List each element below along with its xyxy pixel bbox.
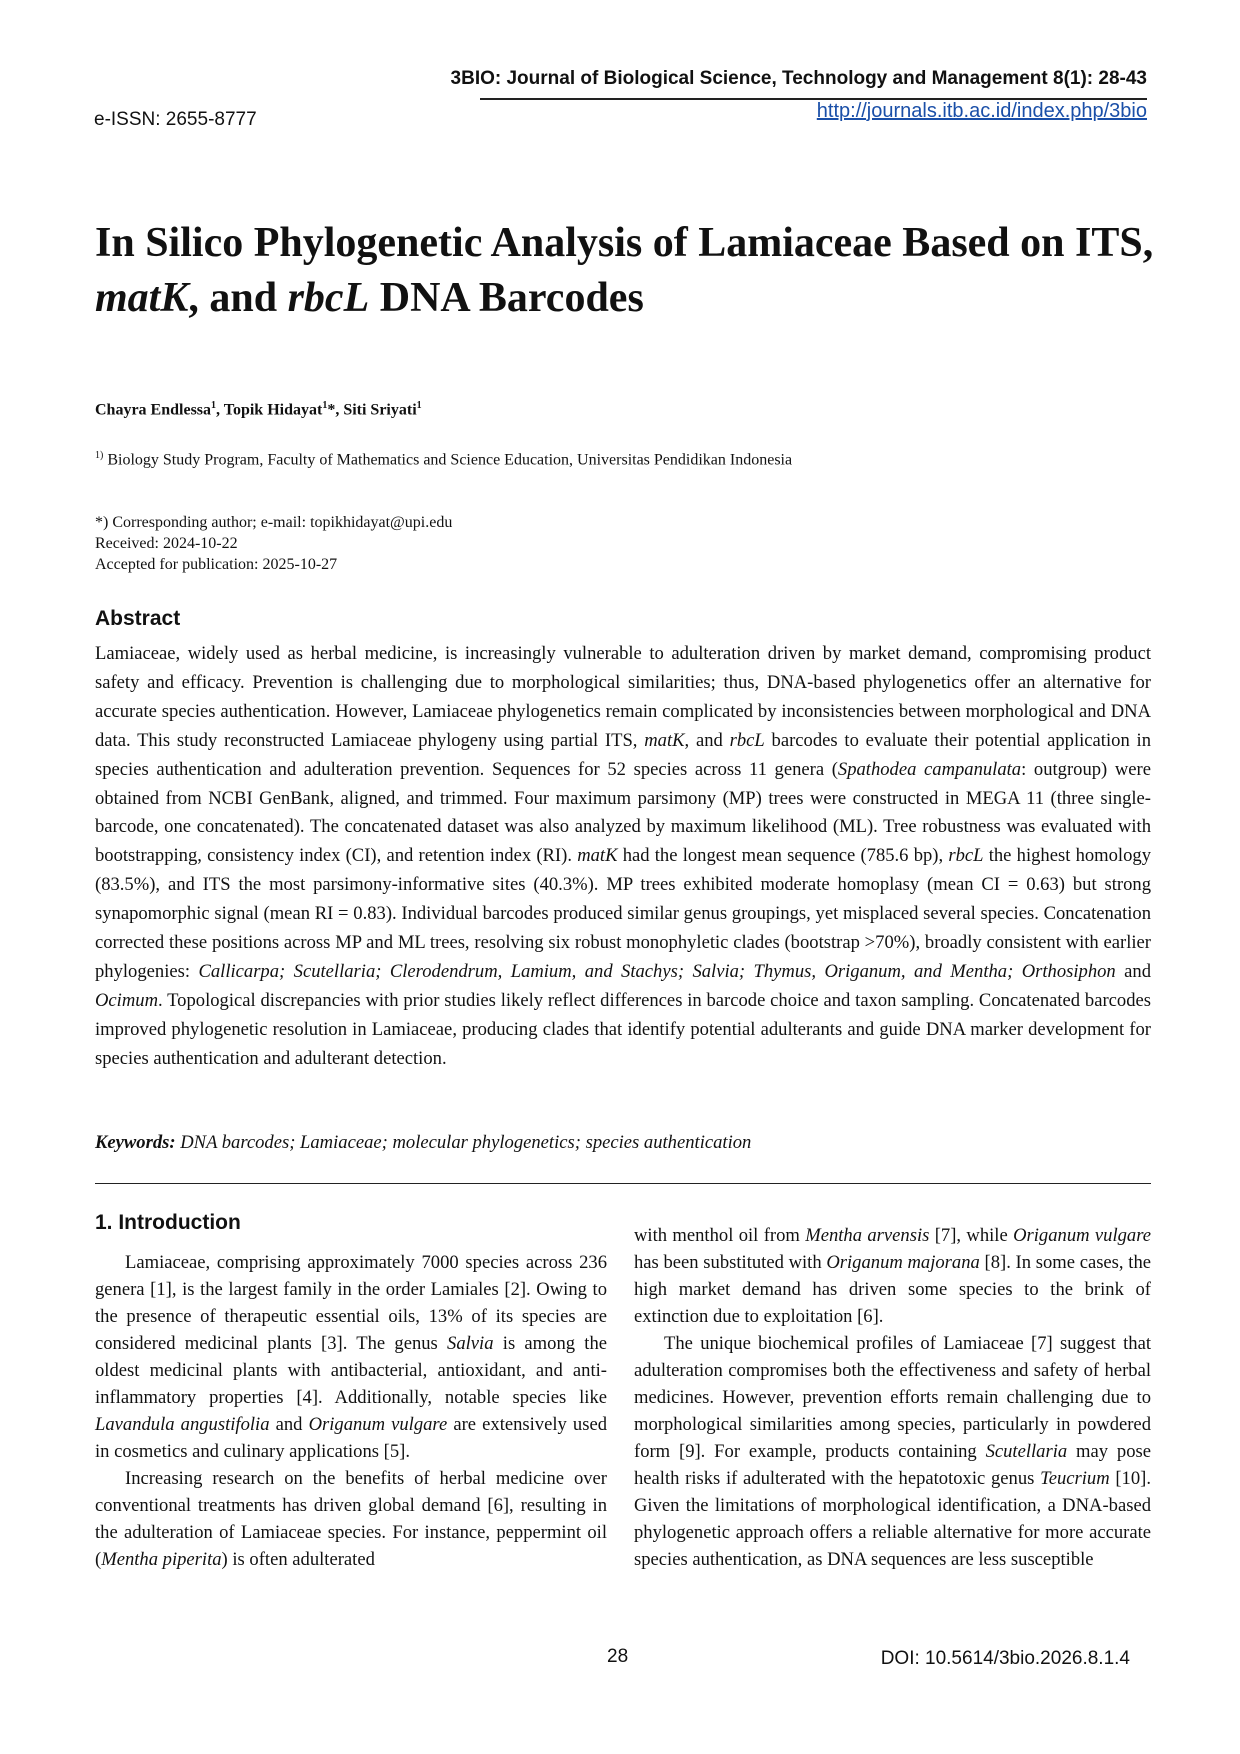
author-name: Siti Sriyati [343, 401, 417, 419]
keywords [95, 1130, 1151, 1156]
body-paragraph [95, 1249, 607, 1465]
text-run: the highest homology (83.5%), and ITS the most parsimony-informative sites (40.3%). MP trees exhibited moderate homoplasy (mean CI = 0.63) but strong synapomorphic signal (mean RI = 0.83). Individual barcodes produced similar genus groupings, yet misplaced several species. Concatenation corrected these positions across MP and ML trees, resolving six robust monophyletic clades (bootstrap >70%), broadly consistent with earlier phylogenies: [95, 845, 1151, 982]
italic-term: rbcL [948, 845, 984, 867]
text-run: Lamiaceae, widely used as herbal medicine, is increasingly vulnerable to adulteration driven by market demand, compromising product safety and efficacy. Prevention is challenging due to morphological similarities; thus, DNA-based phylogenetics offer an alternative for accurate species authentication. However, Lamiaceae phylogenetics remain complicated by inconsistencies between morphological and DNA data. This study reconstructed Lamiaceae phylogeny using partial ITS, [95, 643, 1151, 751]
accepted-date: Accepted for publication: 2025-10-27 [95, 556, 338, 573]
italic-term: Spathodea campanulata [837, 758, 1022, 780]
italic-term: Scutellaria [985, 1441, 1068, 1462]
text-run: may pose health risks if adulterated with the hepatotoxic genus [634, 1441, 1151, 1489]
italic-term: Mentha piperita [101, 1549, 222, 1570]
title-text: , and [188, 274, 288, 321]
text-run: with menthol oil from [634, 1225, 806, 1246]
title-text: In Silico Phylogenetic Analysis of Lamiaceae Based on ITS, [95, 220, 1154, 266]
italic-term: matK [644, 729, 685, 751]
text-run: and [269, 1414, 309, 1435]
abstract-body [95, 640, 1151, 1074]
italic-term: rbcL [729, 729, 765, 751]
text-run: . Topological discrepancies with prior studies likely reflect differences in barcode choice and taxon sampling. Concatenated barcodes improved phylogenetic resolution in Lamiaceae, producing clades that identify potential adulterants and guide DNA marker development for species authentication and adulterant detection. [95, 989, 1151, 1069]
italic-term: Origanum vulgare [1013, 1225, 1152, 1246]
text-run: : outgroup) were obtained from NCBI GenBank, aligned, and trimmed. Four maximum parsimony (MP) trees were constructed in MEGA 11 (three single-barcode, one concatenated). The concatenated dataset was also analyzed by maximum likelihood (ML). Tree robustness was evaluated with bootstrapping, consistency index (CI), and retention index (RI). [95, 758, 1151, 867]
introduction-heading: 1. Introduction [95, 1211, 241, 1234]
title-text: DNA Barcodes [369, 274, 644, 321]
italic-term: Origanum majorana [826, 1252, 980, 1273]
text-run: Increasing research on the benefits of herbal medicine over conventional treatments has driven global demand [6], resulting in the adulteration of Lamiaceae species. For instance, peppermint oil ( [95, 1468, 607, 1570]
italic-term: matK [577, 845, 618, 867]
section-divider [95, 1183, 1151, 1184]
author-list: Chayra Endlessa$^1$, Topik Hidayat$^1$*, Siti Sriyati$^1$ [95, 400, 422, 419]
text-run: had the longest mean sequence (785.6 bp), [617, 845, 949, 867]
introduction-right-column [634, 1222, 1151, 1573]
text-run: [8]. In some cases, the high market demand has driven some species to the brink of extinction due to exploitation [6]. [634, 1252, 1151, 1327]
keywords-label: Keywords: [95, 1132, 176, 1153]
text-run: and [1115, 960, 1152, 982]
author-affiliation-marker: 1 [322, 400, 328, 411]
text-run: ) is often adulterated [221, 1549, 375, 1570]
body-paragraph [634, 1222, 1151, 1330]
italic-term: Mentha arvensis [805, 1225, 930, 1246]
journal-url-link[interactable]: http://journals.itb.ac.id/index.php/3bio [816, 100, 1147, 122]
title-gene-rbcl: rbcL [287, 274, 370, 321]
affiliation-marker: 1) [95, 450, 104, 461]
text-run: has been substituted with [634, 1252, 827, 1273]
italic-term: Origanum vulgare [308, 1414, 448, 1435]
author-name: Chayra Endlessa [95, 401, 212, 419]
italic-term: Salvia [447, 1333, 494, 1354]
keywords-text: DNA barcodes; Lamiaceae; molecular phylogenetics; species authentication [180, 1132, 752, 1153]
title-gene-matk: matK [95, 274, 189, 321]
corresponding-author-mark: * [327, 401, 336, 419]
text-run: are extensively used in cosmetics and culinary applications [5]. [95, 1414, 608, 1462]
doi: DOI: 10.5614/3bio.2026.8.1.4 [880, 1648, 1130, 1669]
text-run: The unique biochemical profiles of Lamiaceae [7] suggest that adulteration compromises both the effectiveness and safety of herbal medicines. However, prevention efforts remain challenging due to morphological similarities among species, particularly in powdered form [9]. For example, products containing [634, 1333, 1151, 1462]
affiliation-text: Biology Study Program, Faculty of Mathematics and Science Education, Universitas Pendidikan Indonesia [107, 451, 793, 469]
text-run: [10]. Given the limitations of morphological identification, a DNA-based phylogenetic approach offers a reliable alternative for more accurate species authentication, as DNA sequences are less susceptible [634, 1468, 1151, 1570]
introduction-left-column [95, 1249, 607, 1573]
text-run: barcodes to evaluate their potential application in species authentication and adulteration prevention. Sequences for 52 species across 11 genera ( [95, 729, 1151, 780]
page-number: 28 [607, 1646, 629, 1667]
text-run: , and [684, 729, 730, 751]
body-paragraph [634, 1330, 1151, 1573]
author-name: Topik Hidayat [223, 401, 323, 419]
article-title [95, 216, 1155, 325]
italic-term: Callicarpa; Scutellaria; Clerodendrum, Lamium, and Stachys; Salvia; Thymus, Origanum, and Mentha; Orthosiphon [198, 960, 1116, 982]
issn: e-ISSN: 2655-8777 [94, 109, 257, 130]
correspondence-block [95, 512, 452, 575]
abstract-heading: Abstract [95, 607, 181, 630]
received-date: Received: 2024-10-22 [95, 535, 238, 552]
italic-term: Teucrium [1040, 1468, 1110, 1489]
italic-term: Ocimum [95, 989, 158, 1011]
journal-title: 3BIO: Journal of Biological Science, Technology and Management 8(1): 28-43 [450, 68, 1147, 89]
affiliation [95, 450, 792, 469]
author-affiliation-marker: 1 [211, 400, 217, 411]
author-affiliation-marker: 1 [416, 400, 422, 411]
body-paragraph [95, 1465, 607, 1573]
text-run: is among the oldest medicinal plants with antibacterial, antioxidant, and anti-inflammatory properties [4]. Additionally, notable species like [95, 1333, 608, 1408]
corresponding-author: *) Corresponding author; e-mail: topikhidayat@upi.edu [95, 514, 453, 531]
text-run: [7], while [929, 1225, 1014, 1246]
italic-term: Lavandula angustifolia [95, 1414, 270, 1435]
text-run: Lamiaceae, comprising approximately 7000 species across 236 genera [1], is the largest family in the order Lamiales [2]. Owing to the presence of therapeutic essential oils, 13% of its species are considered medicinal plants [3]. The genus [95, 1252, 607, 1354]
